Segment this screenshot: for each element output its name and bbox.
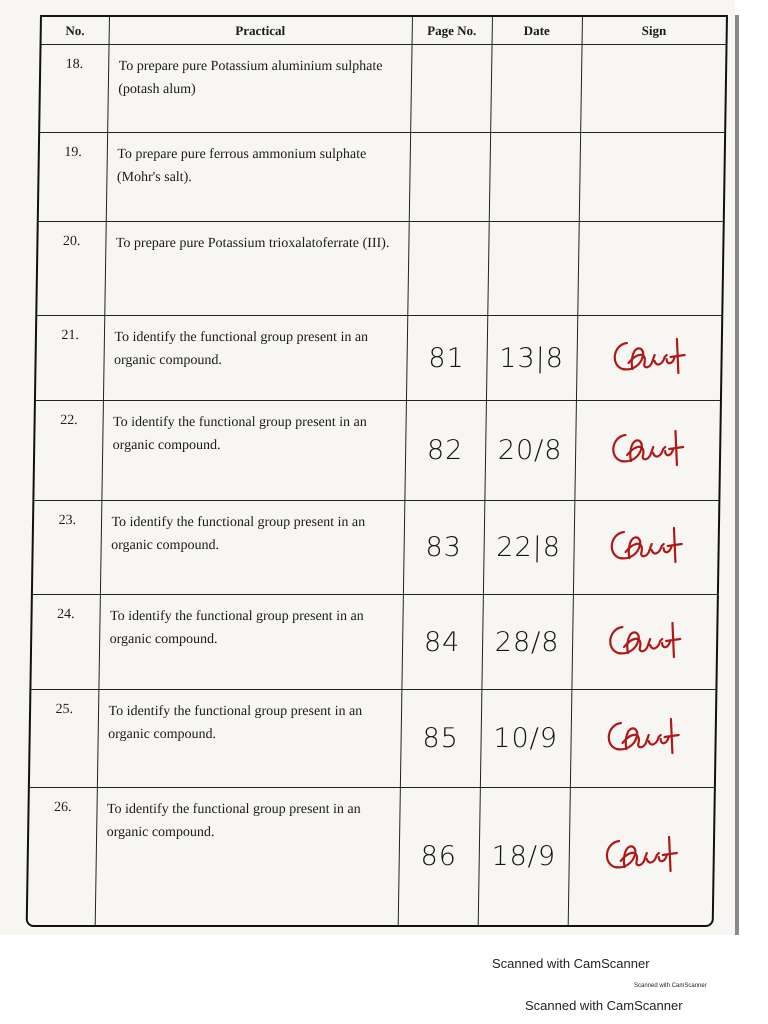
practical-title: To prepare pure Potassium trioxalatoferrate (III).: [104, 222, 408, 316]
practical-title: To identify the functional group present in an organic compound.: [100, 501, 404, 595]
page-number: 84: [401, 595, 482, 690]
table-row: [37, 222, 722, 316]
table-row: [39, 133, 724, 222]
sign-cell: [570, 690, 716, 788]
date: 20/8: [484, 401, 576, 501]
page-number: [409, 133, 490, 222]
sign-cell: [573, 501, 718, 595]
practical-index-table: [28, 17, 726, 925]
practical-title: To identify the functional group present in an organic compound.: [101, 401, 406, 501]
page-number: [407, 222, 488, 316]
table-row: [30, 690, 716, 788]
table-row: [36, 316, 721, 401]
page-number: 83: [403, 501, 484, 595]
sign-cell: [579, 133, 724, 222]
row-number: 19.: [39, 133, 107, 222]
header-no: No.: [42, 17, 109, 45]
sign-cell: [574, 401, 720, 501]
practical-title: To identify the functional group present in an organic compound.: [97, 690, 402, 788]
row-number: 22.: [34, 401, 103, 501]
practical-title: To prepare pure Potassium aluminium sulphate (potash alum): [107, 45, 411, 133]
practical-title: To identify the functional group present in an organic compound.: [98, 595, 402, 690]
table-row: [34, 401, 720, 501]
row-number: 21.: [36, 316, 104, 401]
sign-cell: [571, 595, 716, 690]
page-edge-shadow: [735, 15, 739, 935]
date: 18/9: [478, 788, 570, 926]
signature-icon: [605, 425, 690, 471]
page-number: [410, 45, 491, 133]
page-number: 86: [398, 788, 480, 926]
signature-icon: [602, 617, 687, 663]
row-number: 23.: [33, 501, 101, 595]
header-practical: Practical: [109, 17, 412, 45]
practical-title: To identify the functional group present in an organic compound.: [103, 316, 407, 401]
signature-icon: [607, 333, 692, 379]
header-page-no: Page No.: [412, 17, 492, 45]
camscanner-watermark: Scanned with CamScanner: [492, 956, 650, 971]
table-row: [31, 595, 716, 690]
signature-icon: [599, 831, 684, 877]
row-number: 18.: [40, 45, 108, 133]
row-number: 20.: [37, 222, 105, 316]
sign-cell: [580, 45, 725, 133]
practical-index-table-frame: [26, 15, 728, 927]
date: [489, 133, 580, 222]
practical-title: To identify the functional group present in an organic compound.: [95, 788, 400, 926]
header-sign: Sign: [582, 17, 726, 45]
date: 13|8: [486, 316, 577, 401]
practical-title: To prepare pure ferrous ammonium sulphate (Mohr's salt).: [106, 133, 410, 222]
table-header-row: [42, 17, 726, 45]
page-number: 85: [400, 690, 482, 788]
row-number: 24.: [31, 595, 99, 690]
row-number: 26.: [28, 788, 97, 926]
signature-icon: [604, 522, 689, 568]
sign-cell: [568, 788, 714, 926]
row-number: 25.: [30, 690, 99, 788]
table-row: [28, 788, 714, 926]
date: 22|8: [483, 501, 574, 595]
table-row: [40, 45, 725, 133]
date: [487, 222, 578, 316]
page-number: 82: [404, 401, 486, 501]
date: 10/9: [480, 690, 572, 788]
header-date: Date: [492, 17, 582, 45]
table-row: [33, 501, 718, 595]
sign-cell: [577, 222, 722, 316]
date: [490, 45, 581, 133]
page-number: 81: [406, 316, 487, 401]
sign-cell: [576, 316, 721, 401]
camscanner-watermark-small: Scanned with CamScanner: [634, 983, 707, 989]
date: 28/8: [481, 595, 572, 690]
signature-icon: [601, 713, 686, 759]
camscanner-watermark-bottom: Scanned with CamScanner: [525, 998, 683, 1013]
